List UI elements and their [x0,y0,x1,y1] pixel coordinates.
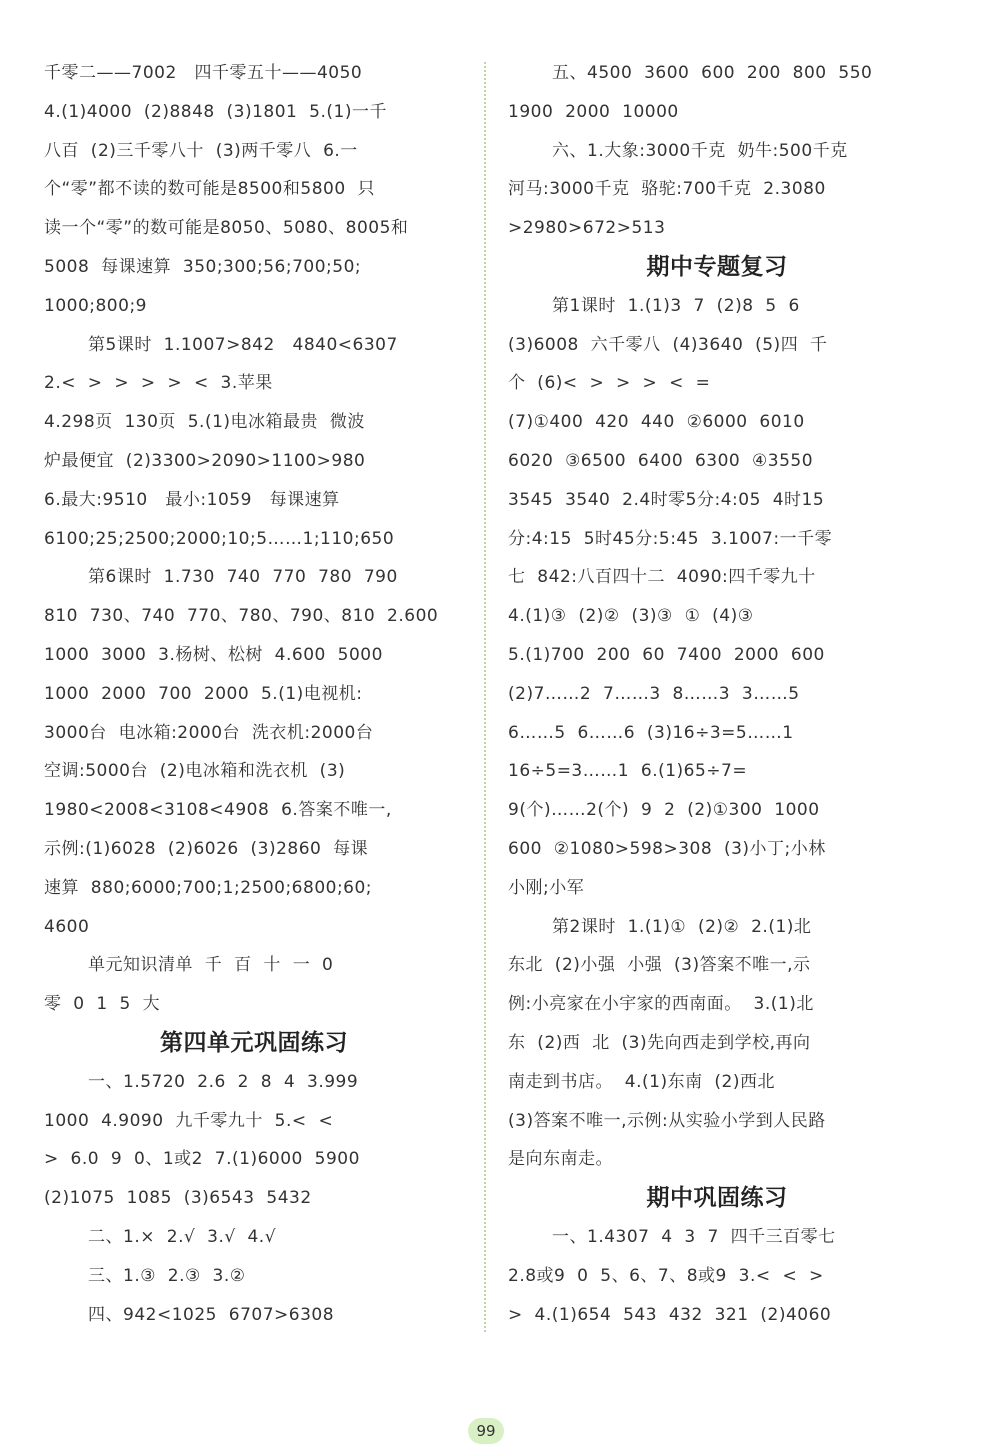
answer-line: 1000 2000 700 2000 5.(1)电视机: [44,683,363,704]
answer-line: 3000台 电冰箱:2000台 洗衣机:2000台 [44,722,374,743]
answer-line: 6020 ③6500 6400 6300 ④3550 [508,450,814,471]
answer-line: 4600 [44,916,90,937]
answer-line: 个“零”都不读的数可能是8500和5800 只 [44,179,375,200]
answer-line: 1900 2000 10000 [508,101,679,122]
answer-line: >2980>672>513 [508,218,666,239]
answer-line: 3545 3540 2.4时零5分:4:05 4时15 [508,489,825,510]
answer-line: 读一个“零”的数可能是8050、5080、8005和 [44,218,409,239]
answer-line: 空调:5000台 (2)电冰箱和洗衣机 (3) [44,761,346,782]
answer-line: 第5课时 1.1007>842 4840<6307 [88,334,398,355]
answer-line: 一、1.5720 2.6 2 8 4 3.999 [88,1071,359,1092]
answer-line: (3)6008 六千零八 (4)3640 (5)四 千 [508,334,828,355]
answer-line: 9(个)……2(个) 9 2 (2)①300 1000 [508,800,820,821]
column-divider [484,62,486,1332]
answer-line: > 4.(1)654 543 432 321 (2)4060 [508,1304,832,1325]
answer-line: 小刚;小军 [508,877,585,898]
answer-line: 1980<2008<3108<4908 6.答案不唯一, [44,800,392,821]
answer-line: 速算 880;6000;700;1;2500;6800;60; [44,877,373,898]
answer-line: (3)答案不唯一,示例:从实验小学到人民路 [508,1110,826,1131]
answer-line: 5008 每课速算 350;300;56;700;50; [44,256,362,277]
answer-line: 5.(1)700 200 60 7400 2000 600 [508,644,825,665]
answer-line: 1000 4.9090 九千零九十 5.< < [44,1110,334,1131]
answer-line: 例:小亮家在小宇家的西南面。 3.(1)北 [508,994,814,1015]
section-heading: 期中专题复习 [646,253,788,280]
answer-line: 东北 (2)小强 小强 (3)答案不唯一,示 [508,955,811,976]
answer-line: 第2课时 1.(1)① (2)② 2.(1)北 [552,916,812,937]
answer-line: 零 0 1 5 大 [44,994,161,1015]
section-heading: 第四单元巩固练习 [160,1029,348,1056]
answer-line: 16÷5=3……1 6.(1)65÷7= [508,761,748,782]
section-heading: 期中巩固练习 [646,1185,788,1212]
answer-line: 6.最大:9510 最小:1059 每课速算 [44,489,340,510]
answer-line: 第6课时 1.730 740 770 780 790 [88,567,398,588]
answer-line: 1000 3000 3.杨树、松树 4.600 5000 [44,644,383,665]
answer-line: 第1课时 1.(1)3 7 (2)8 5 6 [552,295,800,316]
answer-line: 四、942<1025 6707>6308 [88,1304,335,1325]
answer-line: 1000;800;9 [44,295,147,316]
answer-line: 4.(1)③ (2)② (3)③ ① (4)③ [508,606,754,627]
answer-line: 六、1.大象:3000千克 奶牛:500千克 [552,140,848,161]
answer-line: 三、1.③ 2.③ 3.② [88,1265,246,1286]
answer-line: (2)1075 1085 (3)6543 5432 [44,1188,312,1209]
answer-line: > 6.0 9 0、1或2 7.(1)6000 5900 [44,1149,360,1170]
answer-line: 2.< > > > > < 3.苹果 [44,373,273,394]
answer-line: 一、1.4307 4 3 7 四千三百零七 [552,1226,836,1247]
answer-line: 600 ②1080>598>308 (3)小丁;小林 [508,838,826,859]
answer-line: 4.(1)4000 (2)8848 (3)1801 5.(1)一千 [44,101,387,122]
answer-line: 个 (6)< > > > < = [508,373,711,394]
answer-line: 810 730、740 770、780、790、810 2.600 [44,606,439,627]
left-column [44,54,464,1334]
answer-line: 七 842:八百四十二 4090:四千零九十 [508,567,816,588]
answer-line: 是向东南走。 [508,1149,613,1170]
answer-line: 6100;25;2500;2000;10;5……1;110;650 [44,528,395,549]
answer-line: 东 (2)西 北 (3)先向西走到学校,再向 [508,1032,811,1053]
answer-line: 6……5 6……6 (3)16÷3=5……1 [508,722,794,743]
right-column [508,54,926,1334]
answer-line: (2)7……2 7……3 8……3 3……5 [508,683,800,704]
answer-line: 河马:3000千克 骆驼:700千克 2.3080 [508,179,826,200]
page-number: 99 [468,1418,504,1444]
answer-line: 示例:(1)6028 (2)6026 (3)2860 每课 [44,838,369,859]
answer-line: 八百 (2)三千零八十 (3)两千零八 6.一 [44,140,358,161]
answer-line: 二、1.× 2.√ 3.√ 4.√ [88,1226,277,1247]
answer-line: 千零二——7002 四千零五十——4050 [44,63,363,83]
answer-line: 单元知识清单 千 百 十 一 0 [88,955,334,976]
answer-line: 分:4:15 5时45分:5:45 3.1007:一千零 [508,528,833,549]
answer-line: (7)①400 420 440 ②6000 6010 [508,412,805,433]
answer-line: 4.298页 130页 5.(1)电冰箱最贵 微波 [44,412,365,433]
answer-line: 南走到书店。 4.(1)东南 (2)西北 [508,1071,775,1092]
answer-line: 2.8或9 0 5、6、7、8或9 3.< < > [508,1265,824,1286]
answer-line: 五、4500 3600 600 200 800 550 [552,63,873,83]
answer-line: 炉最便宜 (2)3300>2090>1100>980 [44,450,366,471]
